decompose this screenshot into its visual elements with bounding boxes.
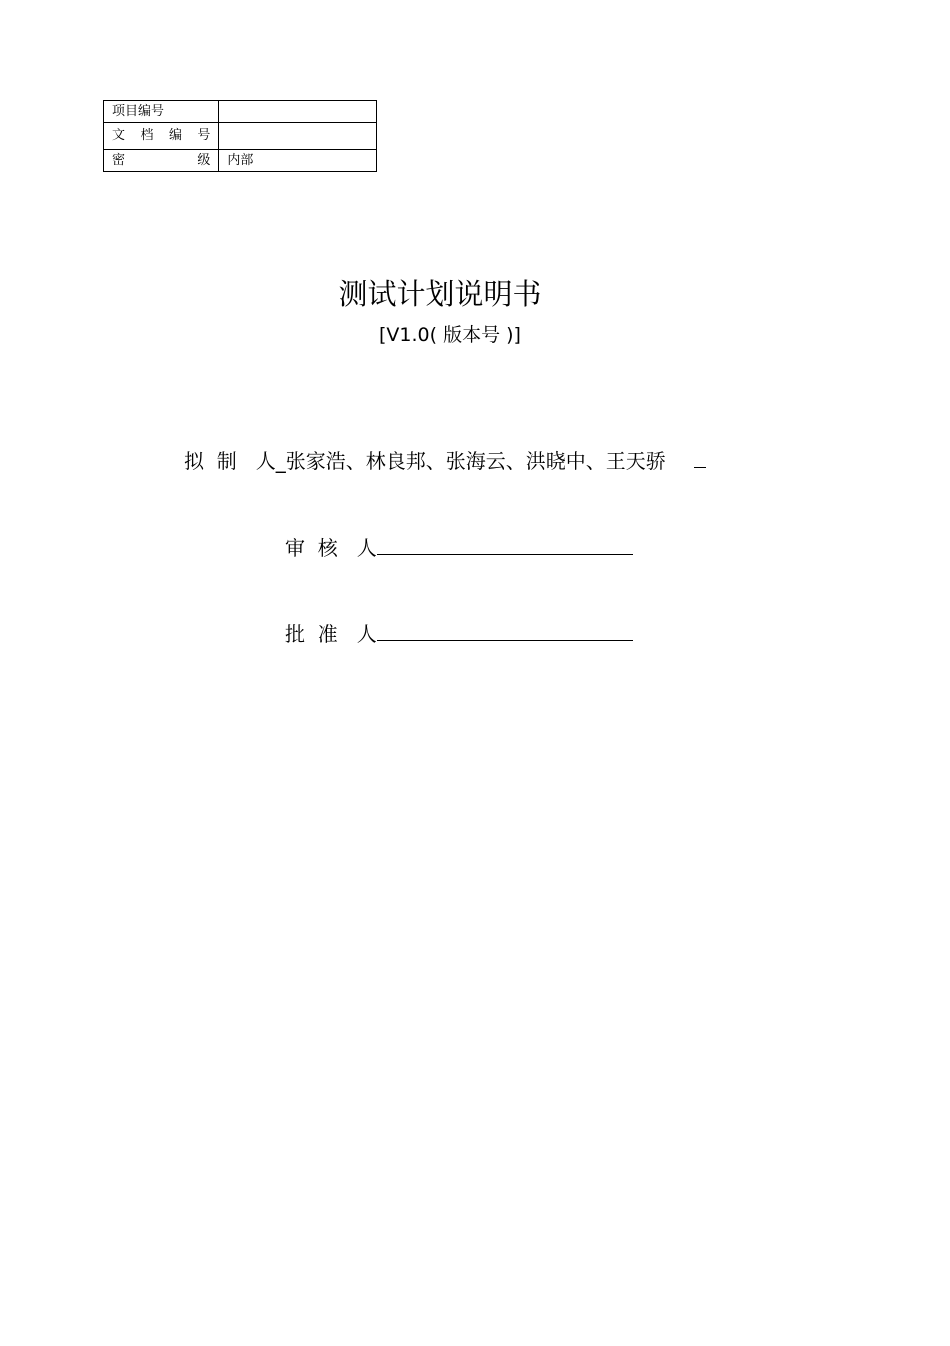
- approver-label: 批 准 人: [285, 622, 377, 646]
- document-version: [V1.0( 版本号 )]: [379, 324, 521, 346]
- approver-line: [285, 618, 633, 647]
- document-info-table: [103, 100, 377, 172]
- reviewer-line: [285, 532, 633, 561]
- reviewer-signature-blank: [377, 534, 633, 555]
- security-level-label: 密级: [104, 150, 219, 172]
- project-number-label: 项目编号: [104, 101, 219, 123]
- drafter-blank: [694, 447, 706, 468]
- document-number-label: 文档编号: [104, 123, 219, 150]
- project-number-value: [219, 101, 377, 123]
- document-number-value: [219, 123, 377, 150]
- drafter-names: 张家浩、林良邦、张海云、洪晓中、王天骄: [285, 449, 666, 473]
- reviewer-label: 审 核 人: [285, 536, 377, 560]
- approver-signature-blank: [377, 620, 633, 641]
- drafter-label: 拟 制 人_: [184, 449, 286, 473]
- drafter-line: [184, 445, 706, 474]
- table-row: [104, 123, 377, 150]
- security-level-value: 内部: [219, 150, 377, 172]
- table-row: [104, 101, 377, 123]
- document-title: 测试计划说明书: [338, 277, 542, 311]
- table-row: [104, 150, 377, 172]
